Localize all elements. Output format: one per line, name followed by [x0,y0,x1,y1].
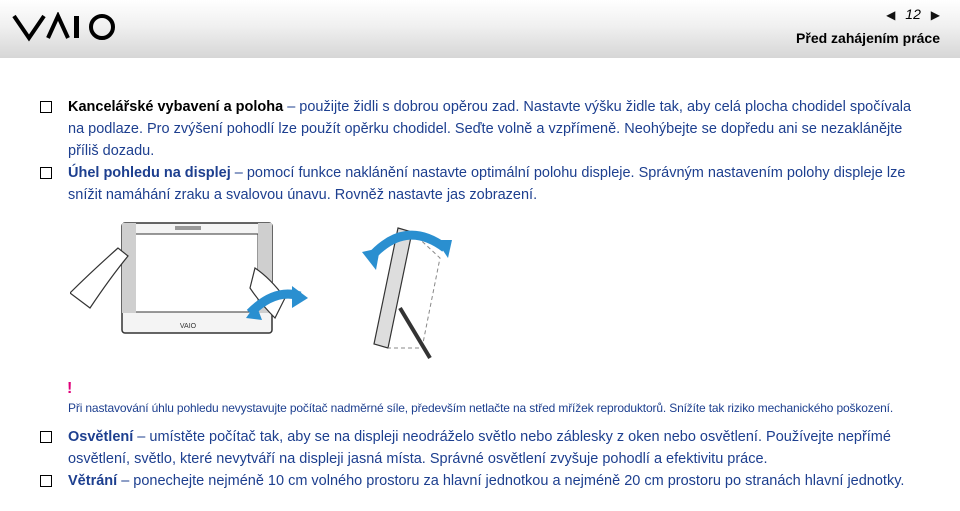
display-front-view [70,223,308,333]
page-header [0,0,960,58]
page-navigation [886,6,940,22]
svg-text:VAIO: VAIO [179,323,197,330]
display-tilt-illustration [70,218,470,368]
warning-note: Při nastavování úhlu pohledu nevystavujte počítač nadměrné síle, především netlačte na střed mřížek reproduktorů. Snížíte tak riziko mechanického poškození. [68,401,894,415]
checkbox-icon [40,431,52,443]
section-title: Před zahájením práce [796,30,940,46]
page-number: 12 [905,6,921,22]
item-text: – pomocí funkce naklánění nastavte optimální polohu displeje. Správným nastavením polohy displeje lze snížit namáhání zraku a svalovou únavu. Rovněž nastavte jas zobrazení. [68,165,906,203]
list-item [40,470,920,492]
next-page-arrow-icon[interactable]: ▶ [930,8,940,22]
display-side-view [362,228,452,358]
checkbox-icon [40,167,52,179]
item-text: – použijte židli s dobrou opěrou zad. Nastavte výšku židle tak, aby celá plocha chodidel spočívala na podlaze. Pro zvýšení pohodlí lze použít opěrku chodidel. Seďte volně a vzpřímeně. Neohýbejte se dopředu ani se nezaklánějte příliš dozadu. [68,99,912,159]
list-item [40,96,920,162]
previous-page-arrow-icon[interactable]: ◀ [886,8,896,22]
checkbox-icon [40,101,52,113]
item-term: Úhel pohledu na displej [68,165,231,181]
item-term: Kancelářské vybavení a poloha [68,99,284,115]
list-item [40,426,920,470]
checkbox-icon [40,475,52,487]
item-term: Osvětlení [68,429,134,445]
list-item [40,162,920,206]
item-text: – ponechejte nejméně 10 cm volného prostoru za hlavní jednotkou a nejméně 20 cm prostoru po stranách hlavní jednotky. [117,473,905,489]
warning-icon: ! [67,380,73,397]
vaio-logo [12,12,120,42]
item-text: – umístěte počítač tak, aby se na displeji neodráželo světlo nebo záblesky z oken nebo osvětlení. Používejte nepřímé osvětlení, světlo, které nevytváří na displeji jasná místa. Správné osvětlení zvyšuje pohodlí a efektivitu práce. [68,429,891,467]
item-term: Větrání [68,473,118,489]
